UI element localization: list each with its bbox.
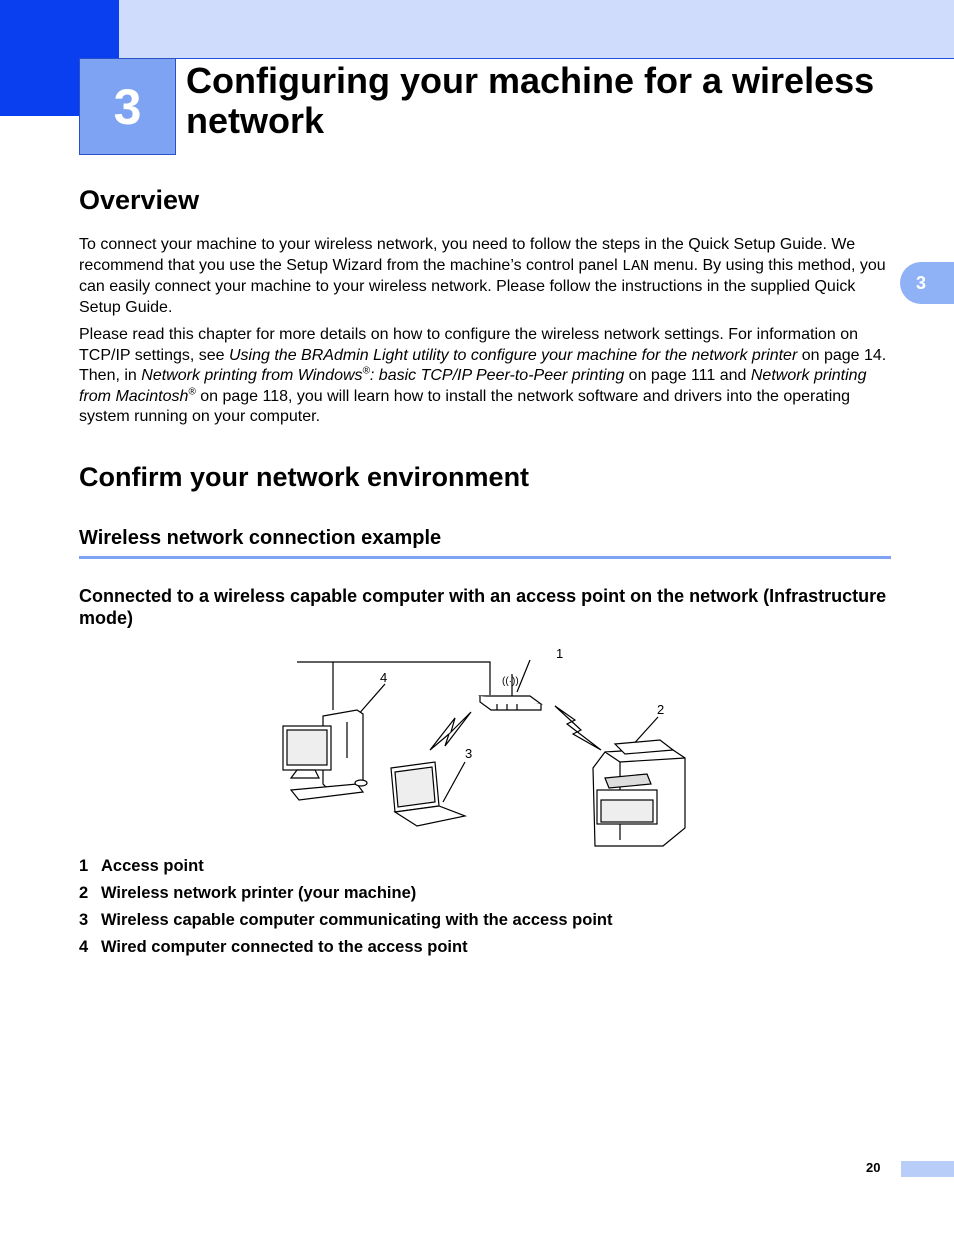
desktop-computer-icon: [283, 710, 367, 800]
confirm-heading: Confirm your network environment: [79, 462, 530, 492]
overview-paragraph-1: To connect your machine to your wireless network, you need to follow the steps in the Quick Setup Guide. We recommend that you use the Setup Wizard from the machine’s control panel LAN menu. By using this method, you can easily connect your machine to your wireless network. Please follow the instructions in the supplied Quick Setup Guide.: [79, 236, 886, 316]
legend-item: 4 Wired computer connected to the access point: [79, 938, 468, 956]
link-bradmin-light[interactable]: Using the BRAdmin Light utility to configure your machine for the network printer: [229, 346, 798, 364]
wireless-link-icon: [555, 706, 601, 750]
callout-3: 3: [465, 746, 473, 761]
legend-item: 2 Wireless network printer (your machine): [79, 884, 417, 902]
overview-heading: Overview: [79, 185, 200, 215]
link-macintosh-printing[interactable]: Network printing from Macintosh®: [79, 367, 867, 405]
header-band: [119, 0, 954, 59]
wireless-signal-icon: ((·)): [502, 676, 519, 687]
legend-item: 1 Access point: [79, 857, 204, 875]
chapter-title: Configuring your machine for a wireless network: [186, 60, 875, 141]
footer-bar: [901, 1161, 954, 1177]
heading-underline: [79, 556, 891, 559]
callout-4: 4: [380, 670, 388, 685]
wireless-link-icon: [430, 712, 471, 750]
callout-2: 2: [657, 702, 665, 717]
link-windows-printing[interactable]: Network printing from Windows®: basic TCP/IP Peer-to-Peer printing: [141, 365, 625, 384]
network-diagram: [275, 640, 695, 850]
chapter-side-tab[interactable]: 3: [900, 262, 954, 304]
printer-icon: [593, 740, 685, 846]
laptop-icon: [391, 762, 465, 826]
diagram-legend: [79, 856, 612, 964]
wireless-example-heading: Wireless network connection example: [79, 527, 442, 549]
chapter-number-box: 3: [79, 58, 176, 155]
legend-item: 3 Wireless capable computer communicating with the access point: [79, 911, 613, 929]
callout-1: 1: [556, 646, 564, 661]
infrastructure-mode-heading: Connected to a wireless capable computer with an access point on the network (Infrastructure mode): [79, 586, 887, 628]
overview-paragraph-2: Please read this chapter for more details on how to configure the wireless network settings. For information on TCP/IP settings, see Using the BRAdmin Light utility to configure your machine for the network printer on page 14. Then, in Network printing from Windows®: basic TCP/IP Peer-to-Peer printing on page 111 and Network printing from Macintosh® on page 118, you will learn how to install the network software and drivers into the operating system running on your computer.: [79, 326, 887, 425]
lan-menu-name: LAN: [622, 257, 650, 275]
page-number: 20: [866, 1160, 881, 1175]
